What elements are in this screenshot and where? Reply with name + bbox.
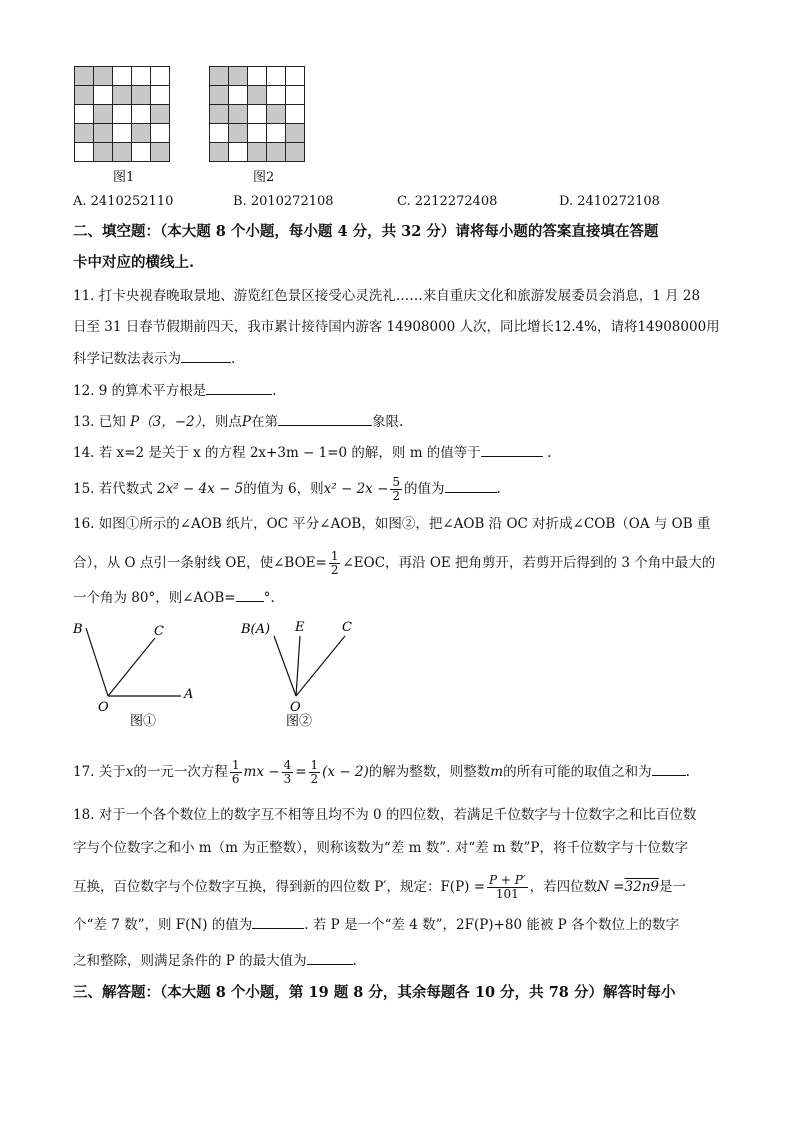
q13-answer-blank[interactable] bbox=[278, 411, 372, 426]
q18-frac-den: 101 bbox=[495, 887, 519, 901]
fig1-cell-2-3 bbox=[132, 105, 151, 124]
q17-mid2: = bbox=[295, 764, 307, 780]
q17-m: m bbox=[490, 764, 504, 780]
q18-nexpr: N = bbox=[597, 879, 625, 895]
figure-2-caption: 图2 bbox=[253, 170, 275, 185]
q12-text: 12. 9 的算术平方根是 bbox=[73, 383, 207, 399]
q16-frac-den: 2 bbox=[330, 563, 339, 577]
q13-text-a: 13. 已知 bbox=[73, 414, 126, 430]
q17-mid3: (x − 2) bbox=[322, 764, 369, 780]
fig1-cell-4-2 bbox=[113, 143, 132, 162]
q14: 14. 若 x=2 是关于 x 的方程 2x+3m − 1=0 的解，则 m 的值等于 . bbox=[73, 442, 551, 463]
q16-line1: 16. 如图①所示的∠AOB 纸片，OC 平分∠AOB，如图②，把∠AOB 沿 OC 对折成∠COB（OA 与 OB 重 bbox=[73, 516, 711, 532]
q17-frac3-den: 2 bbox=[310, 772, 319, 786]
q12-answer-blank[interactable] bbox=[206, 380, 272, 395]
q17-frac2-den: 3 bbox=[283, 772, 292, 786]
q18-line1: 18. 对于一个各个数位上的数字互不相等且均不为 0 的四位数，若满足千位数字与十位数字之和比百位数 bbox=[73, 807, 697, 823]
fig2-label-e: E bbox=[295, 620, 305, 635]
q15: 15. 若代数式 2x² − 4x − 5的值为 6，则x² − 2x − $\frac{5}{2}$ 的值为 . bbox=[73, 475, 501, 503]
q16-answer-blank[interactable] bbox=[236, 587, 264, 602]
section-3-heading: 三、解答题：（本大题 8 个小题，第 19 题 8 分，其余每题各 10 分，共 78 分）解答时每小 bbox=[73, 984, 676, 1001]
fig1-cell-3-1 bbox=[94, 124, 113, 143]
fig1-cell-1-3 bbox=[132, 86, 151, 105]
fig2-cell-2-4 bbox=[286, 105, 305, 124]
q18-line4 bbox=[73, 914, 679, 935]
q18-nbar: 32n9 bbox=[624, 879, 659, 895]
fig2-cell-4-0 bbox=[210, 143, 229, 162]
fig2-cell-3-0 bbox=[210, 124, 229, 143]
q18-line4-a: 个“差 7 数”，则 F(N) 的值为 bbox=[73, 917, 253, 933]
q16-frac-num: 1 bbox=[330, 549, 339, 563]
fig1-cell-1-4 bbox=[151, 86, 170, 105]
q17-x: x bbox=[125, 764, 134, 780]
fig1-cell-4-4 bbox=[151, 143, 170, 162]
q15-answer-blank[interactable] bbox=[445, 478, 497, 493]
section-2-heading-line2: 卡中对应的横线上. bbox=[73, 254, 195, 271]
q11-answer-blank[interactable] bbox=[181, 348, 231, 363]
q17-answer-blank[interactable] bbox=[652, 761, 686, 776]
fig2-cell-2-0 bbox=[210, 105, 229, 124]
q17-frac2 bbox=[282, 759, 294, 786]
figure-1-grid bbox=[74, 66, 170, 162]
fig2-cell-1-4 bbox=[286, 86, 305, 105]
fig1-cell-0-3 bbox=[132, 67, 151, 86]
q18-line2: 字与个位数字之和小 m（m 为正整数），则称该数为“差 m 数”. 对“差 m 数”P，将千位数字与十位数字 bbox=[73, 840, 688, 856]
q16-line3-text: 一个角为 80°，则∠AOB= bbox=[73, 590, 236, 606]
fig1-cell-2-0 bbox=[75, 105, 94, 124]
q17-text-d: 的所有可能的取值之和为 bbox=[503, 764, 652, 780]
figure-1-caption: 图1 bbox=[113, 170, 135, 185]
fig2-caption: 图② bbox=[286, 714, 313, 729]
fig2-cell-1-2 bbox=[248, 86, 267, 105]
fig1-cell-4-0 bbox=[75, 143, 94, 162]
q15-frac-num: 5 bbox=[392, 475, 401, 489]
q14-answer-blank[interactable] bbox=[481, 442, 543, 457]
fig1-cell-2-1 bbox=[94, 105, 113, 124]
q17-text-a: 17. 关于 bbox=[73, 764, 126, 780]
fig1-cell-3-0 bbox=[75, 124, 94, 143]
fig2-label-ba: B(A) bbox=[241, 622, 271, 637]
q18-answer-blank-2[interactable] bbox=[307, 950, 353, 965]
fig1-cell-4-3 bbox=[132, 143, 151, 162]
q16-line2-b: ∠EOC，再沿 OE 把角剪开，若剪开后得到的 3 个角中最大的 bbox=[342, 555, 716, 571]
q16-line2-a: 合），从 O 点引一条射线 OE，使∠BOE= bbox=[73, 555, 327, 571]
fig2-cell-4-1 bbox=[229, 143, 248, 162]
q17-frac1-num: 1 bbox=[231, 758, 240, 772]
fig1-label-b: B bbox=[73, 622, 83, 637]
fig1-cell-0-4 bbox=[151, 67, 170, 86]
q18-line3 bbox=[73, 874, 686, 901]
q17-frac3 bbox=[309, 759, 321, 786]
q18-line5: 之和整除，则满足条件的 P 的最大值为 . bbox=[73, 950, 357, 971]
fig1-cell-1-2 bbox=[113, 86, 132, 105]
q18-line3-a: 互换，百位数字与个位数字互换，得到新的四位数 P′，规定：F(P) = bbox=[73, 879, 486, 895]
q17-frac1 bbox=[230, 759, 242, 786]
q18-line3-b: ，若四位数 bbox=[529, 879, 598, 895]
q13-text-c: 在第 bbox=[250, 414, 278, 430]
fig1-cell-0-0 bbox=[75, 67, 94, 86]
option-a: A. 2410252110 bbox=[73, 194, 174, 209]
fig1-label-c: C bbox=[154, 624, 164, 639]
q13 bbox=[73, 411, 403, 432]
fig2-cell-4-4 bbox=[286, 143, 305, 162]
fig1-cell-3-4 bbox=[151, 124, 170, 143]
fig1-cell-3-3 bbox=[132, 124, 151, 143]
q11-line3-text: 科学记数法表示为 bbox=[73, 351, 181, 367]
q18-answer-blank-1[interactable] bbox=[252, 914, 304, 929]
q17-mid1: mx − bbox=[243, 764, 280, 780]
fig1-cell-2-4 bbox=[151, 105, 170, 124]
fig1-caption: 图① bbox=[130, 714, 157, 729]
q15-text-c: 的值为 bbox=[404, 481, 445, 497]
q15-frac-den: 2 bbox=[392, 489, 401, 503]
option-d: D. 2410272108 bbox=[559, 194, 660, 209]
fig1-cell-0-2 bbox=[113, 67, 132, 86]
fig1-cell-4-1 bbox=[94, 143, 113, 162]
fig2-cell-2-1 bbox=[229, 105, 248, 124]
fig2-cell-1-0 bbox=[210, 86, 229, 105]
fig2-cell-1-1 bbox=[229, 86, 248, 105]
q11-line2: 日至 31 日春节假期前四天，我市累计接待国内游客 14908000 人次，同比增长12.4%，请将14908000用 bbox=[73, 319, 720, 335]
fig2-cell-2-3 bbox=[267, 105, 286, 124]
q11-line1: 11. 打卡央视春晚取景地、游览红色景区接受心灵洗礼……来自重庆文化和旅游发展委员会消息，1 月 28 bbox=[73, 288, 701, 304]
q18-line4-b: . 若 P 是一个“差 4 数”，2F(P)+80 能被 P 各个数位上的数字 bbox=[304, 917, 680, 933]
q14-text: 14. 若 x=2 是关于 x 的方程 2x+3m − 1=0 的解，则 m 的值等于 bbox=[73, 445, 481, 461]
q11-line3: 科学记数法表示为 . bbox=[73, 348, 235, 369]
fig2-cell-4-3 bbox=[267, 143, 286, 162]
fig2-label-o: O bbox=[290, 700, 301, 715]
q17: 17. 关于x的一元一次方程 $\frac{1}{6}$ mx − $\frac{4}{3}$ = $\frac{1}{2}$ (x − 2)的解为整数，则整数m的所有可能的取值之和为 . bbox=[73, 758, 690, 786]
fig2-cell-0-3 bbox=[267, 67, 286, 86]
fig1-label-o: O bbox=[98, 700, 109, 715]
q13-p: P bbox=[241, 414, 251, 430]
fig1-cell-1-0 bbox=[75, 86, 94, 105]
fig2-cell-3-2 bbox=[248, 124, 267, 143]
q15-text-a: 15. 若代数式 bbox=[73, 481, 153, 497]
fig2-cell-0-4 bbox=[286, 67, 305, 86]
q16-line2 bbox=[73, 550, 715, 577]
figure-2-grid bbox=[209, 66, 305, 162]
q13-point: P（3，−2） bbox=[130, 414, 202, 430]
fig2-cell-1-3 bbox=[267, 86, 286, 105]
q13-text-d: 象限. bbox=[371, 414, 404, 430]
q17-frac3-num: 1 bbox=[310, 758, 319, 772]
q16-figure-2 bbox=[232, 618, 362, 730]
q18-frac-num: P + P′ bbox=[489, 873, 526, 887]
q12: 12. 9 的算术平方根是 . bbox=[73, 380, 276, 401]
q17-frac1-den: 6 bbox=[231, 772, 240, 786]
section-2-heading-line1: 二、填空题：（本大题 8 个小题，每小题 4 分，共 32 分）请将每小题的答案直接填在答题 bbox=[73, 223, 659, 240]
fig1-cell-1-1 bbox=[94, 86, 113, 105]
q16-line3 bbox=[73, 587, 275, 608]
q13-text-b: ，则点 bbox=[201, 414, 242, 430]
fig2-label-c: C bbox=[342, 620, 352, 635]
fig2-cell-4-2 bbox=[248, 143, 267, 162]
fig2-cell-3-4 bbox=[286, 124, 305, 143]
fig1-label-a: A bbox=[184, 687, 194, 702]
q18-line5-a: 之和整除，则满足条件的 P 的最大值为 bbox=[73, 953, 307, 969]
q16-fraction bbox=[329, 550, 341, 577]
fig1-cell-2-2 bbox=[113, 105, 132, 124]
fig2-cell-0-2 bbox=[248, 67, 267, 86]
fig2-cell-2-2 bbox=[248, 105, 267, 124]
fig2-cell-3-1 bbox=[229, 124, 248, 143]
q17-frac2-num: 4 bbox=[283, 758, 292, 772]
fig1-cell-3-2 bbox=[113, 124, 132, 143]
q18-line3-c: 是一 bbox=[658, 879, 686, 895]
q17-text-b: 的一元一次方程 bbox=[133, 764, 228, 780]
q16-figure-1 bbox=[68, 618, 198, 730]
fig2-cell-0-1 bbox=[229, 67, 248, 86]
q15-fraction bbox=[390, 476, 402, 503]
fig2-cell-0-0 bbox=[210, 67, 229, 86]
option-c: C. 2212272408 bbox=[397, 194, 498, 209]
q15-text-b: 的值为 6，则 bbox=[243, 481, 324, 497]
q16-line3-end: °. bbox=[263, 590, 275, 606]
option-b: B. 2010272108 bbox=[233, 194, 334, 209]
q18-fraction bbox=[487, 874, 528, 901]
fig2-cell-3-3 bbox=[267, 124, 286, 143]
q17-text-c: 的解为整数，则整数 bbox=[368, 764, 491, 780]
q15-expr2: x² − 2x − bbox=[323, 481, 389, 497]
q15-expr1: 2x² − 4x − 5 bbox=[157, 481, 244, 497]
fig1-cell-0-1 bbox=[94, 67, 113, 86]
